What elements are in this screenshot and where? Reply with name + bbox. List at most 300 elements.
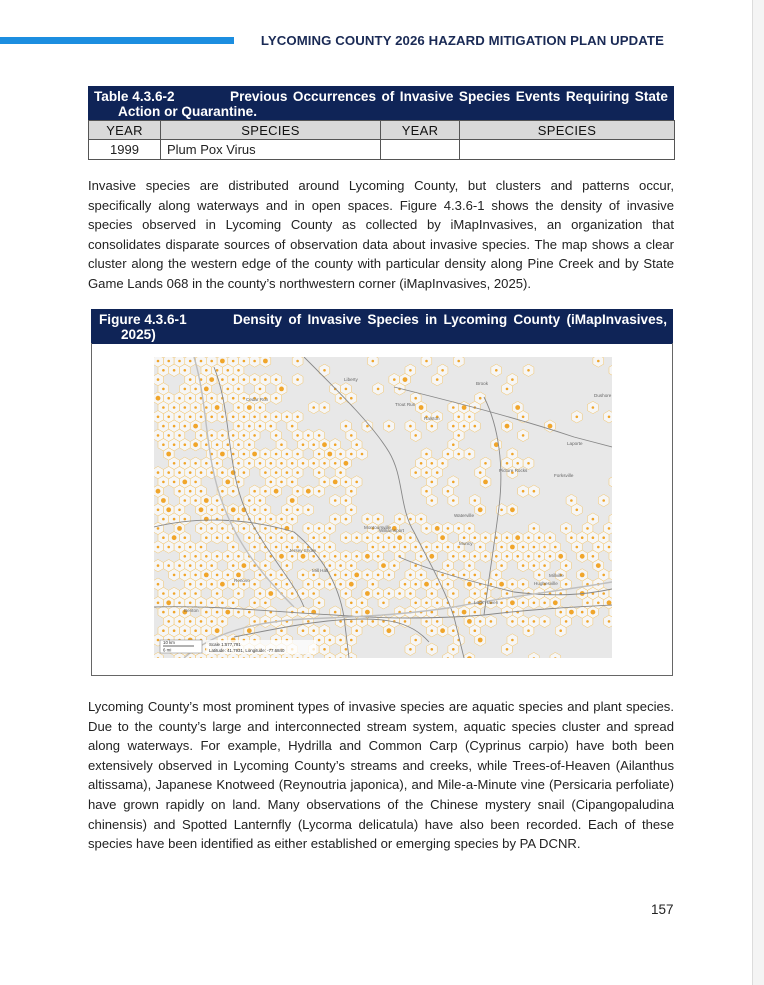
density-dot <box>339 471 342 474</box>
density-dot <box>377 574 380 577</box>
density-dot <box>467 619 472 624</box>
occurrences-table <box>88 120 675 160</box>
density-dot <box>516 555 519 558</box>
density-dot <box>221 471 224 474</box>
density-dot <box>440 535 445 540</box>
density-dot <box>205 406 208 409</box>
density-dot <box>318 490 321 493</box>
density-dot <box>302 592 305 595</box>
density-dot <box>296 471 299 474</box>
density-dot <box>189 490 192 493</box>
density-dot <box>286 546 289 549</box>
density-dot <box>184 592 187 595</box>
density-dot <box>323 555 326 558</box>
density-dot <box>474 536 477 539</box>
density-dot <box>275 378 278 381</box>
density-dot <box>220 452 225 457</box>
density-dot <box>157 416 160 419</box>
density-dot <box>162 443 165 446</box>
density-dot <box>586 602 589 605</box>
density-dot <box>236 573 241 578</box>
density-dot <box>565 583 568 586</box>
density-dot <box>581 611 584 614</box>
density-dot <box>339 639 342 642</box>
density-dot <box>253 434 256 437</box>
density-dot <box>420 518 423 521</box>
density-dot <box>270 574 273 577</box>
density-dot <box>377 388 380 391</box>
density-dot <box>216 592 219 595</box>
density-dot <box>264 490 267 493</box>
density-dot <box>592 406 595 409</box>
density-dot <box>565 564 568 567</box>
body-paragraph-1: Invasive species are distributed around Lycoming County, but clusters and patterns occur, specifically along waterways and in open spaces. Figure 4.3.6-1 shows the density of invasive species observed in Lycoming County as collected by iMapInvasives, an organization that consolidates disparate sources of observation data about invasive species. The map shows a clear cluster along the western edge of the county with particular density along Pine Creek and by State Game Lands 068 in the county’s northwestern corner (iMapInvasives, 2025). <box>88 178 674 291</box>
density-dot <box>468 564 471 567</box>
density-dot <box>173 611 176 614</box>
density-dot <box>597 602 600 605</box>
density-dot <box>225 480 230 485</box>
density-dot <box>586 583 589 586</box>
density-dot <box>468 453 471 456</box>
density-dot <box>345 499 348 502</box>
density-dot <box>366 536 369 539</box>
density-dot <box>264 416 267 419</box>
density-dot <box>382 546 385 549</box>
density-dot <box>323 629 326 632</box>
density-dot <box>194 555 197 558</box>
density-dot <box>194 574 197 577</box>
density-dot <box>162 406 165 409</box>
density-dot <box>210 471 213 474</box>
density-dot <box>345 648 348 651</box>
density-dot <box>533 527 536 530</box>
density-dot <box>167 397 170 400</box>
density-dot <box>398 518 401 521</box>
density-dot <box>565 620 568 623</box>
density-dot <box>167 471 170 474</box>
density-dot <box>210 360 213 363</box>
density-dot <box>522 434 525 437</box>
density-dot <box>323 406 326 409</box>
body-paragraph-2: Lycoming County’s most prominent types of invasive species are aquatic species and plant species. Due to the county’s large and interconnected stream system, aquatic species cluster and spread along waterways. For example, Hydrilla and Common Carp (Cyprinus carpio) have both been extensively observed in Lycoming County’s streams and creeks, while Trees-of-Heaven (Ailanthus altissama), Japanese Knotweed (Reynoutria japonica), and Mile-a-Minute vine (Persicaria perfoliate) have grown rapidly on land. Many observations of the Chinese mystery snail (Cipangopaludina chinensis) and Spotted Lanternfly (Lycorma delicatula) have also been recorded. Each of these species have been identified as either established or emerging species by PA DCNR. <box>88 699 674 852</box>
density-dot <box>237 481 240 484</box>
density-dot <box>527 369 530 372</box>
density-dot <box>279 387 284 392</box>
density-dot <box>184 555 187 558</box>
density-dot <box>200 490 203 493</box>
density-dot <box>270 518 273 521</box>
density-dot <box>388 592 391 595</box>
density-dot <box>576 416 579 419</box>
density-dot <box>184 536 187 539</box>
density-dot <box>506 462 509 465</box>
density-dot <box>452 481 455 484</box>
density-dot <box>173 462 176 465</box>
density-dot <box>350 434 353 437</box>
density-dot <box>178 490 181 493</box>
density-dot <box>210 509 213 512</box>
density-dot <box>558 554 563 559</box>
density-dot <box>248 536 251 539</box>
density-dot <box>210 397 213 400</box>
density-dot <box>409 574 412 577</box>
density-dot <box>533 564 536 567</box>
density-dot <box>420 462 423 465</box>
density-dot <box>377 555 380 558</box>
density-dot <box>355 443 358 446</box>
density-dot <box>327 452 332 457</box>
density-dot <box>333 480 338 485</box>
density-dot <box>543 620 546 623</box>
density-dot <box>350 509 353 512</box>
density-dot <box>173 592 176 595</box>
density-dot <box>312 629 315 632</box>
density-dot <box>425 620 428 623</box>
density-dot <box>275 434 278 437</box>
density-dot <box>467 582 472 587</box>
density-dot <box>220 582 225 587</box>
density-dot <box>511 583 514 586</box>
density-dot <box>200 360 203 363</box>
density-dot <box>227 369 230 372</box>
density-dot <box>329 564 332 567</box>
density-dot <box>522 564 525 567</box>
density-dot <box>204 573 209 578</box>
density-dot <box>221 378 224 381</box>
density-dot <box>237 518 240 521</box>
density-dot <box>361 620 364 623</box>
density-dot <box>312 555 315 558</box>
density-dot <box>479 620 482 623</box>
map-place-label: Williamsport <box>379 528 405 533</box>
density-dot <box>178 620 181 623</box>
density-dot <box>506 555 509 558</box>
density-dot <box>365 554 370 559</box>
density-dot <box>515 535 520 540</box>
density-dot <box>259 574 262 577</box>
density-dot <box>404 583 407 586</box>
density-dot <box>200 602 203 605</box>
density-dot <box>189 602 192 605</box>
density-dot <box>318 546 321 549</box>
density-dot <box>580 554 585 559</box>
column-header-year-2: YEAR <box>381 121 460 140</box>
density-dot <box>307 527 310 530</box>
density-dot <box>296 509 299 512</box>
density-dot <box>280 462 283 465</box>
density-dot <box>441 574 444 577</box>
density-dot <box>452 425 455 428</box>
map-place-label: Picture Rocks <box>499 468 528 473</box>
density-dot <box>286 509 289 512</box>
scale-bar-label-2: 6 mi <box>163 647 172 653</box>
density-dot <box>173 425 176 428</box>
density-dot <box>312 592 315 595</box>
density-dot <box>200 416 203 419</box>
density-dot <box>253 546 256 549</box>
density-dot <box>227 443 230 446</box>
density-dot <box>291 592 294 595</box>
density-dot <box>200 471 203 474</box>
density-dot <box>184 499 187 502</box>
density-dot <box>516 462 519 465</box>
density-dot <box>478 507 483 512</box>
density-dot <box>457 527 460 530</box>
density-dot <box>522 546 525 549</box>
density-dot <box>237 425 240 428</box>
density-dot <box>468 527 471 530</box>
invasive-species-density-map <box>154 357 612 658</box>
density-dot <box>173 629 176 632</box>
density-dot <box>243 378 246 381</box>
density-dot <box>157 509 160 512</box>
density-dot <box>479 546 482 549</box>
density-dot <box>436 378 439 381</box>
density-dot <box>393 564 396 567</box>
density-dot <box>429 554 434 559</box>
density-dot <box>462 610 467 615</box>
density-dot <box>302 574 305 577</box>
density-dot <box>350 453 353 456</box>
density-dot <box>318 602 321 605</box>
density-dot <box>580 573 585 578</box>
density-dot <box>377 592 380 595</box>
density-dot <box>393 546 396 549</box>
density-dot <box>204 498 209 503</box>
density-dot <box>339 397 342 400</box>
density-dot <box>414 434 417 437</box>
density-dot <box>404 620 407 623</box>
density-dot <box>307 583 310 586</box>
density-dot <box>318 527 321 530</box>
density-dot <box>447 546 450 549</box>
density-dot <box>248 611 251 614</box>
density-dot <box>424 582 429 587</box>
density-dot <box>463 555 466 558</box>
density-dot <box>431 462 434 465</box>
density-dot <box>157 639 160 642</box>
density-dot <box>312 406 315 409</box>
density-dot <box>447 490 450 493</box>
density-dot <box>350 564 353 567</box>
scale-bar-label: 10 km <box>163 640 175 645</box>
density-dot <box>270 536 273 539</box>
density-dot <box>157 378 160 381</box>
density-dot <box>189 471 192 474</box>
density-dot <box>264 378 267 381</box>
density-dot <box>189 378 192 381</box>
density-dot <box>157 471 160 474</box>
density-dot <box>221 509 224 512</box>
column-header-species: SPECIES <box>161 121 381 140</box>
density-dot <box>538 536 541 539</box>
map-place-label: Ralston <box>424 416 440 421</box>
density-dot <box>554 546 557 549</box>
map-readout <box>206 640 316 654</box>
map-place-label: Montoursville <box>364 525 392 530</box>
density-dot <box>291 518 294 521</box>
density-dot <box>216 499 219 502</box>
density-dot <box>543 546 546 549</box>
density-dot <box>237 388 240 391</box>
density-dot <box>291 555 294 558</box>
density-dot <box>162 481 165 484</box>
density-dot <box>441 462 444 465</box>
density-dot <box>307 509 310 512</box>
density-dot <box>436 583 439 586</box>
density-dot <box>366 574 369 577</box>
density-dot <box>372 620 375 623</box>
density-dot <box>533 620 536 623</box>
density-dot <box>355 555 358 558</box>
density-dot <box>247 405 252 410</box>
density-dot <box>441 369 444 372</box>
density-dot <box>167 360 170 363</box>
density-dot <box>243 527 246 530</box>
density-dot <box>157 360 160 363</box>
density-dot <box>549 555 552 558</box>
figure-caption-number: Figure 4.3.6-1 <box>99 312 187 327</box>
density-dot <box>178 397 181 400</box>
density-dot <box>253 602 256 605</box>
density-dot <box>350 602 353 605</box>
density-dot <box>397 535 402 540</box>
density-dot <box>264 602 267 605</box>
density-dot <box>232 602 235 605</box>
density-dot <box>527 629 530 632</box>
density-dot <box>318 471 321 474</box>
density-dot <box>209 377 214 382</box>
density-dot <box>435 526 440 531</box>
density-dot <box>286 453 289 456</box>
density-dot <box>227 536 230 539</box>
map-place-label: Jersey Shore <box>289 548 317 553</box>
density-dot <box>157 583 160 586</box>
density-dot <box>182 480 187 485</box>
density-dot <box>173 481 176 484</box>
density-dot <box>393 378 396 381</box>
map-place-label: Hughesville <box>534 581 558 586</box>
density-dot <box>280 443 283 446</box>
density-dot <box>162 592 165 595</box>
density-dot <box>506 592 509 595</box>
density-dot <box>184 462 187 465</box>
density-dot <box>414 639 417 642</box>
density-dot <box>274 489 279 494</box>
density-dot <box>602 574 605 577</box>
density-dot <box>345 518 348 521</box>
density-dot <box>221 527 224 530</box>
density-dot <box>173 406 176 409</box>
density-dot <box>253 360 256 363</box>
density-dot <box>538 555 541 558</box>
density-dot <box>533 602 536 605</box>
density-dot <box>216 443 219 446</box>
density-dot <box>248 462 251 465</box>
density-dot <box>490 620 493 623</box>
density-dot <box>334 555 337 558</box>
density-dot <box>242 563 247 568</box>
density-dot <box>173 518 176 521</box>
density-dot <box>549 536 552 539</box>
density-dot <box>414 583 417 586</box>
density-dot <box>275 546 278 549</box>
header-accent-bar <box>0 37 234 44</box>
density-dot <box>591 610 596 615</box>
density-dot <box>506 388 509 391</box>
density-dot <box>264 620 267 623</box>
density-dot <box>377 536 380 539</box>
density-dot <box>414 546 417 549</box>
density-dot <box>166 600 171 605</box>
density-dot <box>323 536 326 539</box>
density-dot <box>178 509 181 512</box>
density-dot <box>178 564 181 567</box>
density-dot <box>479 397 482 400</box>
density-dot <box>243 397 246 400</box>
density-dot <box>431 425 434 428</box>
density-dot <box>227 574 230 577</box>
density-dot <box>205 369 208 372</box>
density-dot <box>452 499 455 502</box>
density-dot <box>253 416 256 419</box>
density-dot <box>372 583 375 586</box>
table-caption-continuation: Action or Quarantine. <box>118 104 257 119</box>
density-dot <box>221 602 224 605</box>
density-dot <box>365 591 370 596</box>
density-dot <box>570 499 573 502</box>
density-dot <box>431 611 434 614</box>
density-dot <box>221 620 224 623</box>
density-dot <box>264 509 267 512</box>
density-dot <box>436 620 439 623</box>
map-place-label: Millville <box>549 573 564 578</box>
density-dot <box>533 490 536 493</box>
density-dot <box>232 453 235 456</box>
density-dot <box>172 535 177 540</box>
density-dot <box>178 416 181 419</box>
density-dot <box>243 453 246 456</box>
density-dot <box>178 360 181 363</box>
density-dot <box>372 360 375 363</box>
density-dot <box>463 574 466 577</box>
density-dot <box>592 518 595 521</box>
density-dot <box>210 527 213 530</box>
density-dot <box>200 527 203 530</box>
density-dot <box>431 481 434 484</box>
density-dot <box>189 583 192 586</box>
density-dot <box>334 499 337 502</box>
table-caption-title: Previous Occurrences of Invasive Species Events Requiring State <box>230 89 668 104</box>
density-dot <box>200 434 203 437</box>
density-dot <box>290 498 295 503</box>
density-dot <box>345 388 348 391</box>
density-dot <box>199 507 204 512</box>
density-dot <box>576 546 579 549</box>
density-dot <box>291 481 294 484</box>
density-dot <box>194 406 197 409</box>
density-dot <box>403 377 408 382</box>
density-dot <box>602 592 605 595</box>
map-coordinate-text: Latitude: 41.7931, Longitude: -77.6840 <box>209 648 285 653</box>
density-dot <box>227 555 230 558</box>
density-dot <box>173 369 176 372</box>
density-dot <box>296 416 299 419</box>
density-dot <box>167 416 170 419</box>
density-dot <box>355 536 358 539</box>
density-dot <box>253 583 256 586</box>
density-dot <box>505 424 510 429</box>
